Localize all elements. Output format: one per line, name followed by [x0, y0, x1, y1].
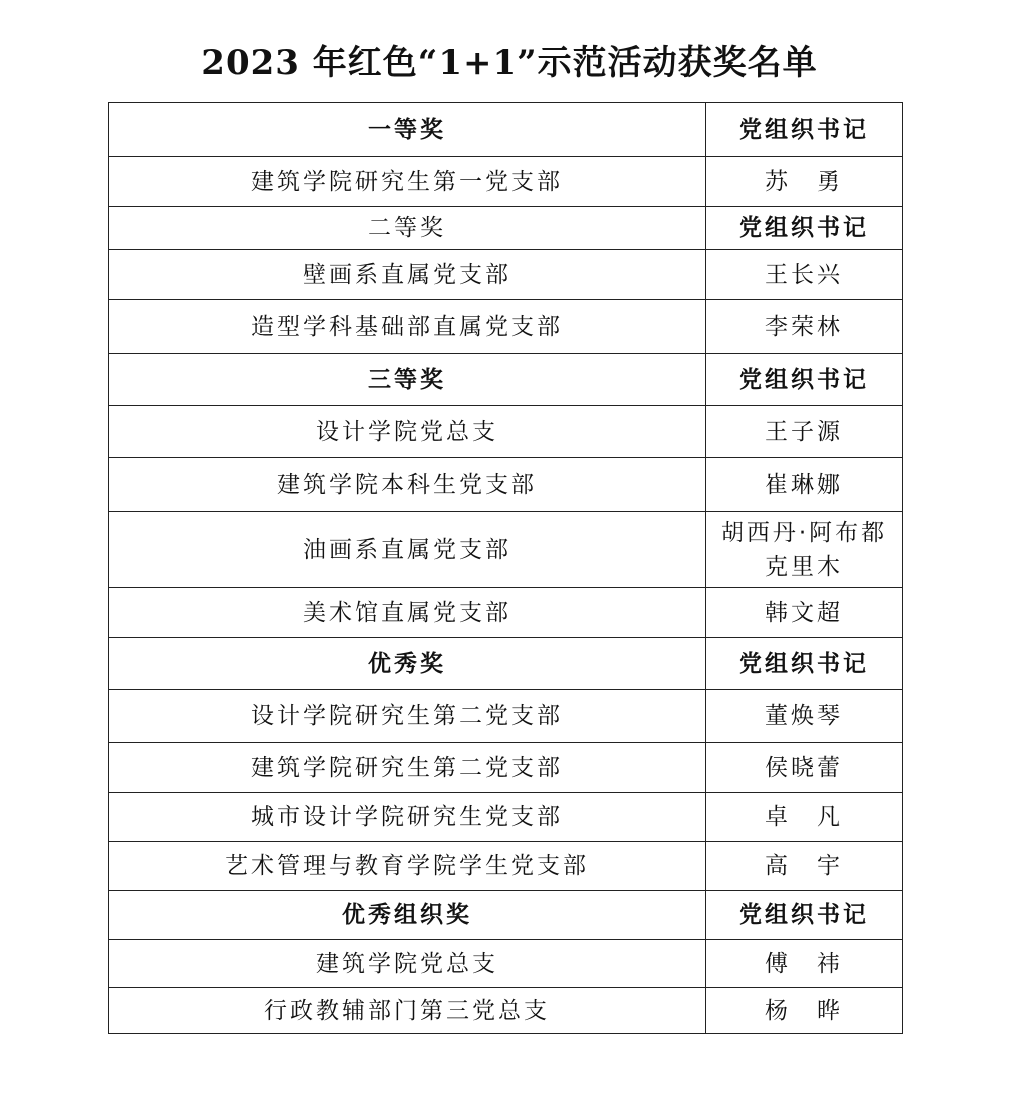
branch-name: 建筑学院党总支: [109, 940, 706, 988]
table-row: [109, 743, 903, 793]
table-row: [109, 588, 903, 638]
table-row: [109, 103, 903, 157]
table-row: [109, 793, 903, 842]
award-category: 优秀组织奖: [109, 891, 706, 940]
branch-name: 壁画系直属党支部: [109, 250, 706, 300]
table-row: [109, 406, 903, 458]
table-row: [109, 207, 903, 250]
secretary-name-line: 克里木: [765, 553, 843, 580]
secretary-name: 傅 祎: [706, 940, 903, 988]
page-title: 2023 年红色“1+1”示范活动获奖名单: [201, 43, 818, 83]
secretary-name: 杨 晔: [706, 988, 903, 1034]
column-header-secretary: 党组织书记: [706, 103, 903, 157]
secretary-name: 高 宇: [706, 842, 903, 891]
secretary-name: 李荣林: [706, 300, 903, 354]
table-row: [109, 250, 903, 300]
table-row: [109, 512, 903, 588]
secretary-name: 卓 凡: [706, 793, 903, 842]
branch-name: 建筑学院本科生党支部: [109, 458, 706, 512]
secretary-name: 侯晓蕾: [706, 743, 903, 793]
branch-name: 油画系直属党支部: [109, 512, 706, 588]
table-row: [109, 988, 903, 1034]
secretary-name: 苏 勇: [706, 157, 903, 207]
branch-name: 行政教辅部门第三党总支: [109, 988, 706, 1034]
secretary-name: 王长兴: [706, 250, 903, 300]
awards-table: [108, 102, 903, 1034]
award-category: 二等奖: [109, 207, 706, 250]
branch-name: 设计学院党总支: [109, 406, 706, 458]
award-category: 一等奖: [109, 103, 706, 157]
award-category: 优秀奖: [109, 638, 706, 690]
table-row: [109, 690, 903, 743]
secretary-name: 王子源: [706, 406, 903, 458]
table-row: [109, 638, 903, 690]
table-row: [109, 842, 903, 891]
branch-name: 建筑学院研究生第一党支部: [109, 157, 706, 207]
secretary-name: [706, 512, 903, 588]
branch-name: 建筑学院研究生第二党支部: [109, 743, 706, 793]
branch-name: 设计学院研究生第二党支部: [109, 690, 706, 743]
table-row: [109, 458, 903, 512]
branch-name: 城市设计学院研究生党支部: [109, 793, 706, 842]
award-category: 三等奖: [109, 354, 706, 406]
column-header-secretary: 党组织书记: [706, 354, 903, 406]
column-header-secretary: 党组织书记: [706, 891, 903, 940]
branch-name: 美术馆直属党支部: [109, 588, 706, 638]
branch-name: 造型学科基础部直属党支部: [109, 300, 706, 354]
column-header-secretary: 党组织书记: [706, 207, 903, 250]
branch-name: 艺术管理与教育学院学生党支部: [109, 842, 706, 891]
secretary-name-line: 胡西丹·阿布都: [720, 519, 888, 546]
table-row: [109, 157, 903, 207]
column-header-secretary: 党组织书记: [706, 638, 903, 690]
secretary-name: 董焕琴: [706, 690, 903, 743]
secretary-name: 韩文超: [706, 588, 903, 638]
table-row: [109, 354, 903, 406]
table-row: [109, 940, 903, 988]
secretary-name: 崔琳娜: [706, 458, 903, 512]
table-row: [109, 891, 903, 940]
table-row: [109, 300, 903, 354]
